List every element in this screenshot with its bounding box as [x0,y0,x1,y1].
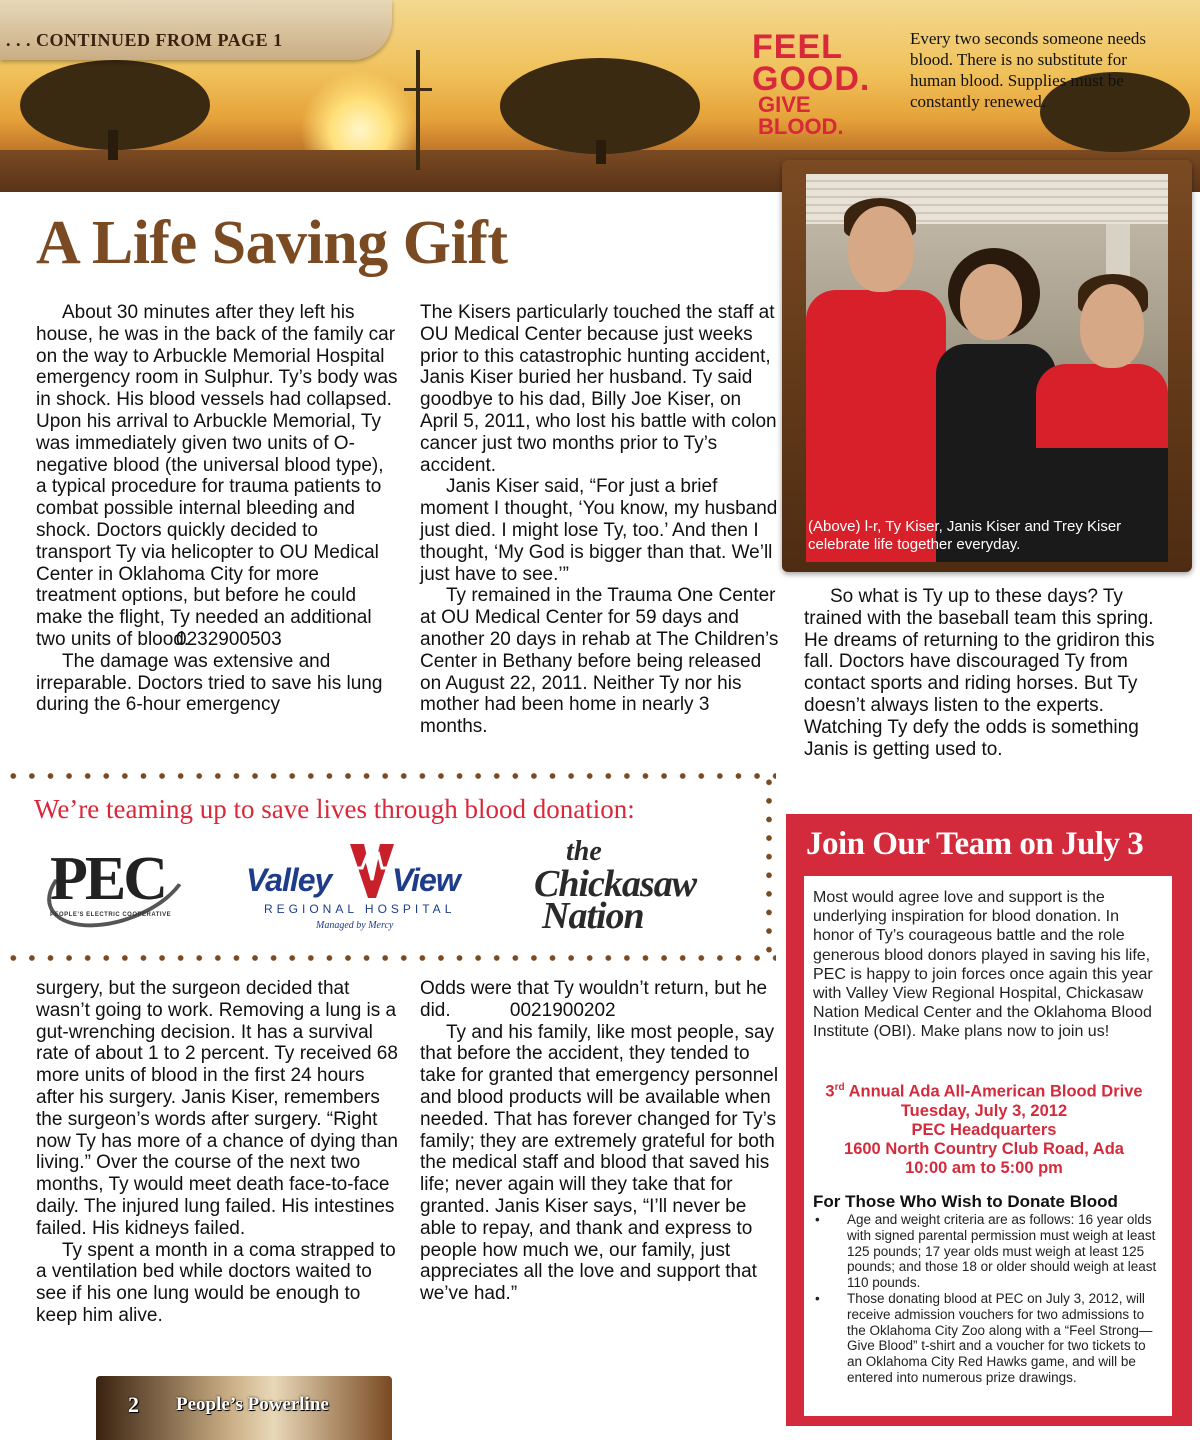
dotted-border-right [766,773,772,961]
article-col1-bottom [36,978,398,1327]
list-item-text: Those donating blood at PEC on July 3, 2012, will receive admission vouchers for two admissions to the Oklahoma City Zoo along with a “Feel Strong—Give Blood” t-shirt and a voucher for two tickets to an Oklahoma City Red Hawks game, and will be entered into numerous prize drawings. [847,1290,1153,1385]
event-date: Tuesday, July 3, 2012 [900,1101,1068,1120]
pec-logo-text: PEC [50,845,165,913]
janis-face [960,264,1022,340]
utility-pole-crossbar [404,88,432,91]
blood-drive-details [806,1078,1162,1179]
event-ordinal-suffix: rd [834,1082,845,1093]
article-col2-top [420,302,782,738]
paragraph: Ty and his family, like most people, say that before the accident, they tended to take for granted that emergency personnel and blood products will be available when needed. That has forever changed for Ty’s family; they are extremely grateful for both the medical staff and blood that saved his life; never again will they take that for granted. Janis Kiser says, “I’ll never be able to repay, and thank and express to people how much we, our family, just appreciates all the love and support that we’ve had.” [420,1021,779,1305]
family-photo [806,174,1168,562]
logo-good: GOOD. [752,60,871,98]
paragraph: The damage was extensive and irreparable. Doctors tried to save his lung during the 6-hour emergency [36,650,383,716]
article-headline: A Life Saving Gift [36,209,508,277]
bullet-icon: • [815,1212,820,1227]
list-item [813,1212,1163,1291]
logo-feel: FEEL [752,28,843,66]
valley-view-logo [244,840,480,932]
list-item [813,1291,1163,1386]
bullet-icon: • [815,1290,820,1306]
publication-title: People’s Powerline [176,1394,329,1415]
tracking-code: 0021900202 [509,999,616,1021]
page-number: 2 [128,1392,139,1417]
event-ordinal: 3 [825,1082,835,1101]
event-address: 1600 North Country Club Road, Ada [844,1140,1124,1159]
pec-logo-subtitle: PEOPLE’S ELECTRIC COOPERATIVE [50,912,172,918]
list-item-text: Age and weight criteria are as follows: 16 year olds with signed parental permission must weigh at least 125 pounds; 17 year olds must weigh at least 125 pounds; and those 18 or older should weigh at least 110 pounds. [847,1212,1157,1291]
chickasaw-nation-logo [534,836,724,936]
feel-good-give-blood-logo [752,28,902,139]
vv-regional-text: REGIONAL HOSPITAL [264,902,456,916]
paragraph: Ty spent a month in a coma strapped to a ventilation bed while doctors waited to see if his one lung would be enough to keep him alive. [36,1239,396,1326]
dotted-border-top [4,773,776,779]
join-team-title: Join Our Team on July 3 [806,826,1144,862]
partners-heading: We’re teaming up to save lives through blood donation: [34,794,635,824]
trey-face [1080,284,1144,368]
paragraph: Ty remained in the Trauma One Center at OU Medical Center for 59 days and another 20 days in rehab at The Children’s Center in Bethany before being released on August 22, 2011. Neither Ty nor his mother had been home in nearly 3 months. [420,585,779,738]
vv-managed-text: Managed by Mercy [316,920,394,931]
event-name-text: Annual Ada All-American Blood Drive [844,1082,1143,1101]
utility-pole [416,50,420,170]
cn-the-text: the [566,836,602,867]
cn-chickasaw-text: Chickasaw [534,863,697,905]
blood-tagline: Every two seconds someone needs blood. There is no substitute for human blood. Supplies must be constantly renewed. [910,29,1147,111]
paragraph: Janis Kiser said, “For just a brief moment I thought, ‘You know, my husband just died. I might lose Ty, too.’ And then I thought, ‘My God is bigger than that. We’ll just have to see.’” [420,476,778,585]
paragraph: Odds were that Ty wouldn’t return, but he did. [420,978,768,1021]
tree-left-trunk [108,130,118,160]
donate-criteria-list [813,1212,1163,1386]
vv-view-text: View [392,862,460,898]
paragraph: So what is Ty up to these days? Ty trained with the baseball team this spring. He dreams of returning to the gridiron this fall. Doctors have discouraged Ty from contact sports and riding horses. But Ty doesn’t always listen to the experts. Watching Ty defy the odds is something Janis is getting used to. [804,586,1155,760]
ty-face [848,206,914,292]
article-col2-bottom [420,978,782,1305]
vv-valley-text: Valley [246,862,332,898]
cn-nation-text: Nation [542,895,644,937]
tracking-code: 0232900503 [176,628,282,650]
paragraph: About 30 minutes after they left his house, he was in the back of the family car on the way to Arbuckle Memorial Hospital emergency room in Sulphur. Ty’s body was in shock. His blood vessels had collapsed. Upon his arrival to Arbuckle Memorial, Ty was immediately given two units of O-negative blood (the universal blood type), a typical procedure for trauma patients to combat possible internal bleeding and shock. Doctors quickly decided to transport Ty via helicopter to OU Medical Center in Oklahoma City for more treatment options, but before he could make the flight, Ty needed an additional two units of blood. [36,302,398,650]
logo-give-blood: GIVE BLOOD. [758,92,844,139]
article-col3-top [804,586,1174,760]
event-time: 10:00 am to 5:00 pm [905,1159,1063,1178]
article-col1-top [36,302,398,716]
join-team-intro: Most would agree love and support is the underlying inspiration for blood donation. In honor of Ty’s courageous battle and the role generous blood donors played in saving his life, PEC is happy to join forces once again this year with Valley View Regional Hospital, Chickasaw Nation Medical Center and the Oklahoma Blood Institute (OBI). Make plans now to join us! [813,889,1153,1041]
event-name [806,1078,1162,1102]
vv-heartbeat-v-icon [350,844,394,898]
paragraph: surgery, but the surgeon decided that wasn’t going to work. Removing a lung is a gut-wrenching decision. It has a survival rate of about 1 to 2 percent. Ty received 68 more units of blood in the first 24 hours after his surgery. Janis Kiser, remembers the surgeon’s words after surgery. “Right now Ty has more of a chance of dying than living.” Over the course of the next two months, Ty would meet death face-to-face daily. The injured lung failed. His intestines failed. His kidneys failed. [36,978,398,1239]
continued-from-label: . . . CONTINUED FROM PAGE 1 [6,30,283,50]
paragraph: The Kisers particularly touched the staff at OU Medical Center because just weeks prior to this catastrophic hunting accident, Janis Kiser buried her husband. Ty said goodbye to his dad, Billy Joe Kiser, on April 5, 2011, who lost his battle with colon cancer just two months prior to Ty’s accident. [420,302,777,476]
donate-criteria-title: For Those Who Wish to Donate Blood [813,1192,1118,1211]
pec-logo [44,838,194,932]
event-place: PEC Headquarters [911,1120,1057,1139]
dotted-border-bottom [4,955,776,961]
photo-caption: (Above) l-r, Ty Kiser, Janis Kiser and Trey Kiser celebrate life together everyday. [808,518,1122,553]
tree-center-trunk [596,140,606,164]
